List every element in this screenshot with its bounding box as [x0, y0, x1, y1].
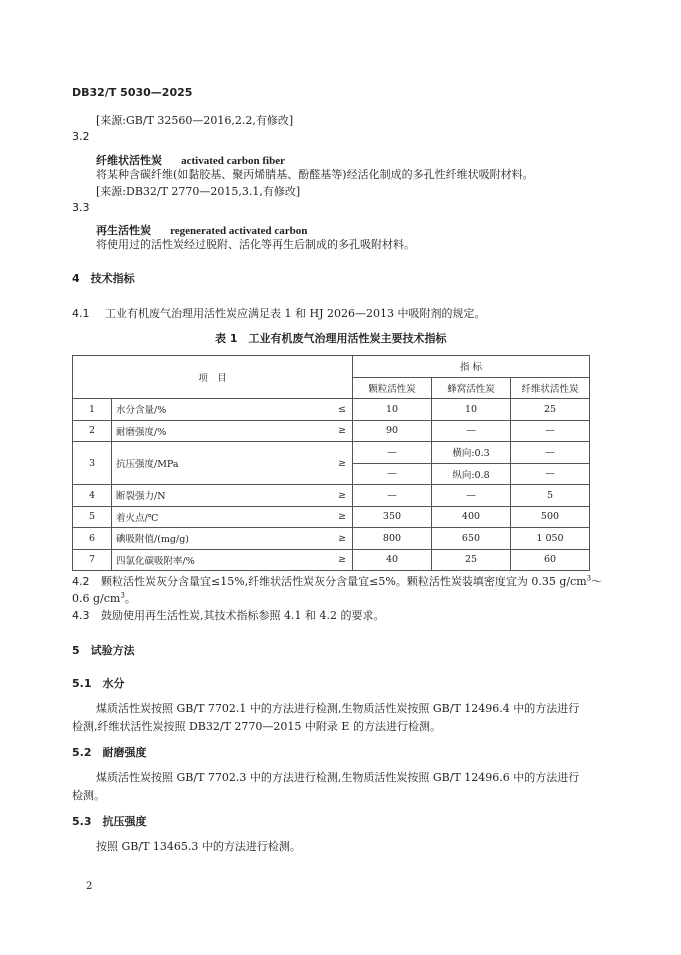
clause-text: 0.6 g/cm — [72, 592, 121, 605]
header-index: 指 标 — [353, 356, 590, 378]
clause-text: 。 — [124, 592, 136, 605]
table-row — [73, 442, 590, 464]
clause-4-1 — [72, 305, 485, 321]
cell-fiber: — — [511, 442, 590, 464]
table-row — [73, 485, 590, 507]
subsection-heading: 5.1 水分 — [72, 677, 125, 690]
clause-number: 4.3 — [72, 609, 90, 622]
header-honeycomb: 蜂窝活性炭 — [432, 377, 511, 399]
cell-honeycomb: 25 — [432, 549, 511, 571]
row-item: 断裂强力/N — [112, 485, 329, 507]
cell-fiber: 25 — [511, 399, 590, 421]
subsection-heading: 5.2 耐磨强度 — [72, 746, 147, 759]
table-row — [73, 399, 590, 421]
clause-text: 鼓励使用再生活性炭,其技术指标参照 4.1 和 4.2 的要求。 — [101, 609, 385, 622]
header-granular: 颗粒活性炭 — [353, 377, 432, 399]
paragraph-text: 按照 GB/T 13465.3 中的方法进行检测。 — [96, 840, 301, 853]
table-row — [73, 528, 590, 550]
row-number: 1 — [73, 399, 112, 421]
clause-number: 4.1 — [72, 307, 90, 320]
header-fiber: 纤维状活性炭 — [511, 377, 590, 399]
cell-honeycomb: 10 — [432, 399, 511, 421]
cell-fiber: 5 — [511, 485, 590, 507]
row-operator: ≥ — [328, 528, 353, 550]
cell-honeycomb: — — [432, 485, 511, 507]
clause-text: ～ — [591, 575, 603, 588]
cell-honeycomb: 纵向:0.8 — [432, 463, 511, 485]
row-item: 耐磨强度/% — [112, 420, 329, 442]
row-number: 5 — [73, 506, 112, 528]
cell-fiber: — — [511, 420, 590, 442]
cell-granular: 800 — [353, 528, 432, 550]
table-title: 表 1 工业有机废气治理用活性炭主要技术指标 — [215, 332, 447, 345]
cell-granular: 350 — [353, 506, 432, 528]
paragraph-text: 煤质活性炭按照 GB/T 7702.1 中的方法进行检测,生物质活性炭按照 GB/T 12496.4 中的方法进行 — [96, 702, 580, 715]
clause-4-2 — [72, 573, 602, 589]
cell-fiber: 1 050 — [511, 528, 590, 550]
cell-granular: — — [353, 485, 432, 507]
superscript: 3 — [586, 574, 592, 583]
row-operator: ≥ — [328, 420, 353, 442]
paragraph-text: 煤质活性炭按照 GB/T 7702.3 中的方法进行检测,生物质活性炭按照 GB/T 12496.6 中的方法进行 — [96, 771, 580, 784]
clause-4-2-cont — [72, 590, 136, 606]
row-operator: ≥ — [328, 549, 353, 571]
cell-granular: — — [353, 442, 432, 464]
cell-granular: 10 — [353, 399, 432, 421]
paragraph-text: 检测,纤维状活性炭按照 DB32/T 2770—2015 中附录 E 的方法进行检测。 — [72, 720, 441, 733]
table-row — [73, 506, 590, 528]
table-row — [73, 420, 590, 442]
row-item: 抗压强度/MPa — [112, 442, 329, 485]
clause-number: 4.2 — [72, 575, 90, 588]
term-chinese: 再生活性炭 — [96, 224, 151, 237]
section-heading: 4 技术指标 — [72, 272, 135, 285]
row-number: 2 — [73, 420, 112, 442]
source-note: [来源:DB32/T 2770—2015,3.1,有修改] — [96, 185, 301, 198]
row-operator: ≥ — [328, 485, 353, 507]
page-number: 2 — [86, 881, 93, 892]
row-number: 6 — [73, 528, 112, 550]
source-note: [来源:GB/T 32560—2016,2.2,有修改] — [96, 114, 294, 127]
spec-table — [72, 355, 590, 571]
cell-granular: 40 — [353, 549, 432, 571]
row-operator: ≤ — [328, 399, 353, 421]
cell-fiber: — — [511, 463, 590, 485]
subsection-heading: 5.3 抗压强度 — [72, 815, 147, 828]
cell-fiber: 500 — [511, 506, 590, 528]
clause-number: 3.3 — [72, 201, 90, 214]
cell-honeycomb: — — [432, 420, 511, 442]
term-chinese: 纤维状活性炭 — [96, 154, 162, 167]
row-item: 碘吸附值/(mg/g) — [112, 528, 329, 550]
cell-honeycomb: 400 — [432, 506, 511, 528]
clause-text: 工业有机废气治理用活性炭应满足表 1 和 HJ 2026—2013 中吸附剂的规定。 — [105, 307, 486, 320]
row-item: 着火点/℃ — [112, 506, 329, 528]
clause-number: 3.2 — [72, 130, 90, 143]
cell-honeycomb: 650 — [432, 528, 511, 550]
row-number: 7 — [73, 549, 112, 571]
row-operator: ≥ — [328, 506, 353, 528]
superscript: 3 — [120, 591, 125, 600]
row-number: 3 — [73, 442, 112, 485]
row-item: 四氯化碳吸附率/% — [112, 549, 329, 571]
term-definition: 将某种含碳纤维(如黏胶基、聚丙烯腈基、酚醛基等)经活化制成的多孔性纤维状吸附材料。 — [96, 168, 534, 181]
term-english: regenerated activated carbon — [170, 225, 308, 237]
row-number: 4 — [73, 485, 112, 507]
term-english: activated carbon fiber — [181, 155, 285, 167]
term-definition: 将使用过的活性炭经过脱附、活化等再生后制成的多孔吸附材料。 — [96, 238, 415, 251]
clause-4-3 — [72, 607, 384, 623]
header-item: 项 目 — [73, 356, 353, 399]
cell-honeycomb: 横向:0.3 — [432, 442, 511, 464]
cell-granular: — — [353, 463, 432, 485]
cell-fiber: 60 — [511, 549, 590, 571]
section-heading: 5 试验方法 — [72, 644, 135, 657]
clause-text: 颗粒活性炭灰分含量宜≤15%,纤维状活性炭灰分含量宜≤5%。颗粒活性炭装填密度宜为 0.35 g/cm — [101, 575, 587, 588]
row-item: 水分含量/% — [112, 399, 329, 421]
paragraph-text: 检测。 — [72, 789, 105, 802]
cell-granular: 90 — [353, 420, 432, 442]
table-row — [73, 549, 590, 571]
row-operator: ≥ — [328, 442, 353, 485]
standard-number: DB32/T 5030—2025 — [72, 86, 193, 99]
